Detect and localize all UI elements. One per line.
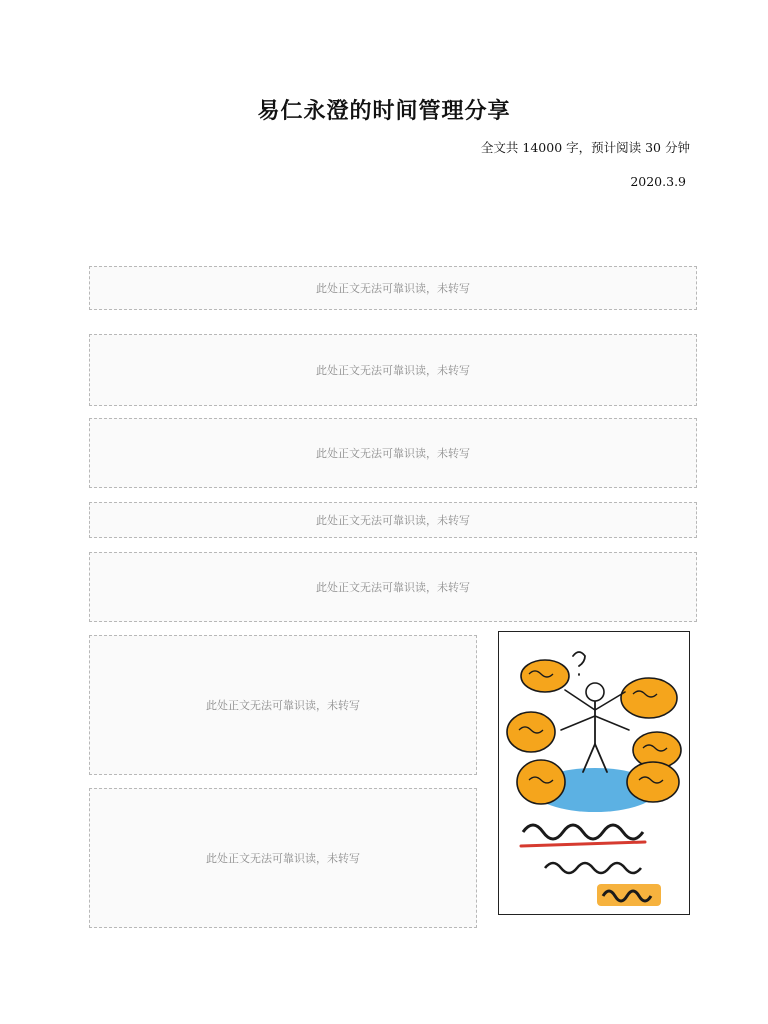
paragraph-5: [89, 552, 697, 622]
reading-time-note: 全文共 14000 字，预计阅读 30 分钟: [480, 140, 690, 155]
unread-text-note: 此处正文无法可靠识读，未转写: [89, 788, 477, 928]
unread-text-note: 此处正文无法可靠识读，未转写: [89, 266, 697, 310]
question-mark-sketch: [573, 652, 585, 675]
red-underline-1: [521, 842, 645, 846]
document-date: 2020.3.9: [630, 174, 686, 189]
thought-bubble-top-right: [621, 678, 677, 718]
paragraph-3: [89, 418, 697, 488]
paragraph-1: [89, 266, 697, 310]
handwritten-scrawl-2: [545, 863, 641, 873]
illustration-sketch: [499, 632, 690, 915]
unread-text-note: 此处正文无法可靠识读，未转写: [89, 418, 697, 488]
unread-text-note: 此处正文无法可靠识读，未转写: [89, 635, 477, 775]
paragraph-2: [89, 334, 697, 406]
page-title: 易仁永澄的时间管理分享: [257, 99, 511, 124]
paragraph-7: [89, 788, 477, 928]
thought-bubble-left: [507, 712, 555, 752]
unread-text-note: 此处正文无法可靠识读，未转写: [89, 334, 697, 406]
unread-text-note: 此处正文无法可靠识读，未转写: [89, 502, 697, 538]
unread-text-note: 此处正文无法可靠识读，未转写: [89, 552, 697, 622]
thought-bubble-bottom-left: [517, 760, 565, 804]
paragraph-4: [89, 502, 697, 538]
handwritten-scrawl-1: [523, 825, 643, 839]
figure-head: [586, 683, 604, 701]
hand-drawn-illustration: [498, 631, 690, 915]
paragraph-6: [89, 635, 477, 775]
figure-legs: [583, 744, 607, 772]
